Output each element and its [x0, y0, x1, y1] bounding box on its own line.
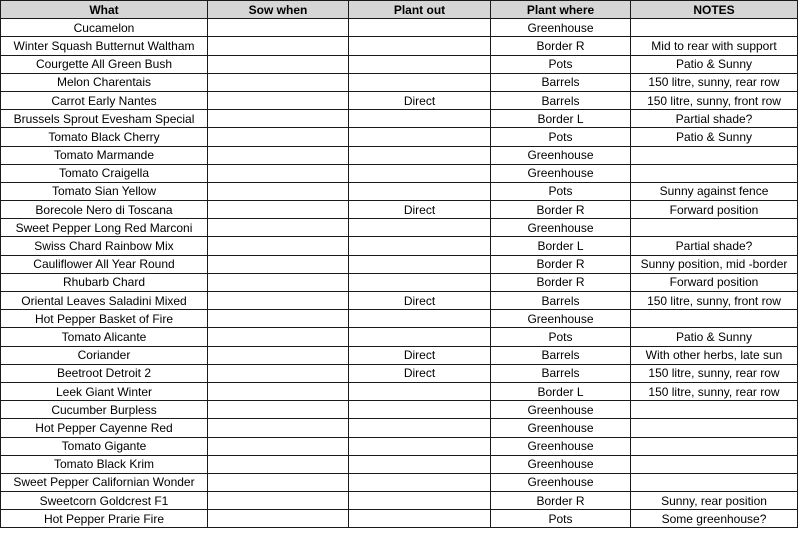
- cell-notes[interactable]: [631, 437, 798, 455]
- cell-notes[interactable]: [631, 146, 798, 164]
- cell-plant-out[interactable]: [349, 437, 491, 455]
- cell-plant-out[interactable]: [349, 182, 491, 200]
- cell-plant-where[interactable]: Greenhouse: [491, 310, 631, 328]
- cell-notes[interactable]: Some greenhouse?: [631, 510, 798, 528]
- cell-sow-when[interactable]: [208, 128, 349, 146]
- cell-plant-where[interactable]: Border R: [491, 273, 631, 291]
- table-row: [1, 237, 798, 255]
- header-plant-where[interactable]: Plant where: [491, 1, 631, 19]
- cell-sow-when[interactable]: [208, 110, 349, 128]
- cell-sow-when[interactable]: [208, 91, 349, 109]
- cell-notes[interactable]: Partial shade?: [631, 110, 798, 128]
- header-notes[interactable]: NOTES: [631, 1, 798, 19]
- cell-sow-when[interactable]: [208, 310, 349, 328]
- cell-notes[interactable]: Patio & Sunny: [631, 128, 798, 146]
- table-row: [1, 419, 798, 437]
- cell-notes[interactable]: 150 litre, sunny, rear row: [631, 364, 798, 382]
- cell-plant-where[interactable]: Barrels: [491, 346, 631, 364]
- cell-notes[interactable]: Sunny, rear position: [631, 492, 798, 510]
- cell-sow-when[interactable]: [208, 510, 349, 528]
- cell-notes[interactable]: Partial shade?: [631, 237, 798, 255]
- table-row: [1, 382, 798, 400]
- table-row: [1, 219, 798, 237]
- cell-sow-when[interactable]: [208, 273, 349, 291]
- cell-plant-where[interactable]: Barrels: [491, 292, 631, 310]
- cell-plant-out[interactable]: [349, 382, 491, 400]
- table-row: [1, 492, 798, 510]
- cell-what[interactable]: Melon Charentais: [1, 73, 208, 91]
- cell-sow-when[interactable]: [208, 255, 349, 273]
- table-row: [1, 73, 798, 91]
- cell-what[interactable]: Sweet Pepper Californian Wonder: [1, 473, 208, 491]
- cell-sow-when[interactable]: [208, 55, 349, 73]
- cell-what[interactable]: Hot Pepper Basket of Fire: [1, 310, 208, 328]
- cell-notes[interactable]: 150 litre, sunny, rear row: [631, 73, 798, 91]
- header-plant-out[interactable]: Plant out: [349, 1, 491, 19]
- table-row: [1, 91, 798, 109]
- cell-plant-where[interactable]: Border L: [491, 382, 631, 400]
- table-row: [1, 128, 798, 146]
- cell-plant-out[interactable]: [349, 455, 491, 473]
- cell-plant-out[interactable]: [349, 328, 491, 346]
- cell-sow-when[interactable]: [208, 382, 349, 400]
- cell-plant-where[interactable]: Greenhouse: [491, 473, 631, 491]
- cell-what[interactable]: Tomato Alicante: [1, 328, 208, 346]
- cell-plant-out[interactable]: [349, 73, 491, 91]
- cell-plant-where[interactable]: Border L: [491, 110, 631, 128]
- cell-notes[interactable]: Patio & Sunny: [631, 328, 798, 346]
- cell-plant-out[interactable]: [349, 146, 491, 164]
- table-row: [1, 55, 798, 73]
- cell-sow-when[interactable]: [208, 201, 349, 219]
- cell-what[interactable]: Tomato Black Cherry: [1, 128, 208, 146]
- cell-sow-when[interactable]: [208, 219, 349, 237]
- cell-plant-where[interactable]: Pots: [491, 55, 631, 73]
- cell-plant-out[interactable]: [349, 164, 491, 182]
- table-row: [1, 364, 798, 382]
- cell-notes[interactable]: 150 litre, sunny, front row: [631, 91, 798, 109]
- cell-plant-where[interactable]: Pots: [491, 510, 631, 528]
- cell-plant-where[interactable]: Pots: [491, 328, 631, 346]
- cell-plant-out[interactable]: [349, 110, 491, 128]
- cell-plant-where[interactable]: Pots: [491, 128, 631, 146]
- cell-what[interactable]: Sweetcorn Goldcrest F1: [1, 492, 208, 510]
- cell-plant-out[interactable]: [349, 55, 491, 73]
- cell-plant-where[interactable]: Barrels: [491, 364, 631, 382]
- cell-what[interactable]: Tomato Craigella: [1, 164, 208, 182]
- cell-what[interactable]: Sweet Pepper Long Red Marconi: [1, 219, 208, 237]
- table-row: [1, 328, 798, 346]
- cell-sow-when[interactable]: [208, 492, 349, 510]
- table-row: [1, 455, 798, 473]
- table-row: [1, 310, 798, 328]
- cell-plant-where[interactable]: Barrels: [491, 91, 631, 109]
- cell-notes[interactable]: Sunny against fence: [631, 182, 798, 200]
- table-row: [1, 510, 798, 528]
- cell-plant-out[interactable]: [349, 492, 491, 510]
- cell-notes[interactable]: Sunny position, mid -border: [631, 255, 798, 273]
- table-row: [1, 182, 798, 200]
- cell-plant-out[interactable]: Direct: [349, 201, 491, 219]
- cell-what[interactable]: Courgette All Green Bush: [1, 55, 208, 73]
- cell-what[interactable]: Swiss Chard Rainbow Mix: [1, 237, 208, 255]
- cell-notes[interactable]: Forward position: [631, 201, 798, 219]
- cell-notes[interactable]: [631, 19, 798, 37]
- cell-plant-out[interactable]: [349, 219, 491, 237]
- cell-plant-out[interactable]: Direct: [349, 292, 491, 310]
- cell-notes[interactable]: Patio & Sunny: [631, 55, 798, 73]
- cell-plant-out[interactable]: [349, 401, 491, 419]
- cell-plant-where[interactable]: Greenhouse: [491, 419, 631, 437]
- cell-notes[interactable]: [631, 455, 798, 473]
- cell-plant-where[interactable]: Border R: [491, 255, 631, 273]
- cell-what[interactable]: Tomato Gigante: [1, 437, 208, 455]
- cell-notes[interactable]: [631, 401, 798, 419]
- cell-what[interactable]: Cucamelon: [1, 19, 208, 37]
- cell-notes[interactable]: 150 litre, sunny, front row: [631, 292, 798, 310]
- cell-plant-where[interactable]: Border R: [491, 37, 631, 55]
- cell-plant-out[interactable]: [349, 255, 491, 273]
- table-row: [1, 146, 798, 164]
- cell-plant-where[interactable]: Pots: [491, 182, 631, 200]
- cell-notes[interactable]: [631, 164, 798, 182]
- cell-what[interactable]: Coriander: [1, 346, 208, 364]
- cell-what[interactable]: Tomato Black Krim: [1, 455, 208, 473]
- cell-notes[interactable]: [631, 219, 798, 237]
- cell-notes[interactable]: [631, 419, 798, 437]
- cell-sow-when[interactable]: [208, 328, 349, 346]
- table-row: [1, 273, 798, 291]
- cell-sow-when[interactable]: [208, 437, 349, 455]
- cell-what[interactable]: Hot Pepper Prarie Fire: [1, 510, 208, 528]
- table-body: [1, 19, 798, 528]
- cell-notes[interactable]: 150 litre, sunny, rear row: [631, 382, 798, 400]
- cell-plant-out[interactable]: [349, 510, 491, 528]
- cell-notes[interactable]: With other herbs, late sun: [631, 346, 798, 364]
- table-row: [1, 110, 798, 128]
- cell-sow-when[interactable]: [208, 73, 349, 91]
- cell-sow-when[interactable]: [208, 473, 349, 491]
- cell-notes[interactable]: Mid to rear with support: [631, 37, 798, 55]
- cell-plant-where[interactable]: Greenhouse: [491, 437, 631, 455]
- cell-plant-out[interactable]: [349, 237, 491, 255]
- table-row: [1, 37, 798, 55]
- table-row: [1, 255, 798, 273]
- header-what[interactable]: What: [1, 1, 208, 19]
- cell-notes[interactable]: Forward position: [631, 273, 798, 291]
- cell-plant-where[interactable]: Barrels: [491, 73, 631, 91]
- cell-what[interactable]: Oriental Leaves Saladini Mixed: [1, 292, 208, 310]
- header-sow-when[interactable]: Sow when: [208, 1, 349, 19]
- cell-plant-where[interactable]: Greenhouse: [491, 146, 631, 164]
- cell-plant-where[interactable]: Greenhouse: [491, 219, 631, 237]
- table-row: [1, 473, 798, 491]
- cell-what[interactable]: Cauliflower All Year Round: [1, 255, 208, 273]
- cell-plant-out[interactable]: [349, 473, 491, 491]
- table-row: [1, 346, 798, 364]
- cell-plant-where[interactable]: Greenhouse: [491, 401, 631, 419]
- cell-notes[interactable]: [631, 310, 798, 328]
- cell-sow-when[interactable]: [208, 419, 349, 437]
- cell-what[interactable]: Rhubarb Chard: [1, 273, 208, 291]
- table-row: [1, 437, 798, 455]
- cell-sow-when[interactable]: [208, 146, 349, 164]
- cell-what[interactable]: Cucumber Burpless: [1, 401, 208, 419]
- cell-notes[interactable]: [631, 473, 798, 491]
- cell-sow-when[interactable]: [208, 19, 349, 37]
- table-row: [1, 401, 798, 419]
- cell-plant-out[interactable]: [349, 419, 491, 437]
- cell-what[interactable]: Beetroot Detroit 2: [1, 364, 208, 382]
- cell-sow-when[interactable]: [208, 237, 349, 255]
- cell-plant-out[interactable]: Direct: [349, 91, 491, 109]
- cell-plant-where[interactable]: Border L: [491, 237, 631, 255]
- table-row: [1, 201, 798, 219]
- header-row: [1, 1, 798, 19]
- cell-what[interactable]: Winter Squash Butternut Waltham: [1, 37, 208, 55]
- cell-sow-when[interactable]: [208, 455, 349, 473]
- cell-sow-when[interactable]: [208, 292, 349, 310]
- cell-what[interactable]: Hot Pepper Cayenne Red: [1, 419, 208, 437]
- cell-sow-when[interactable]: [208, 164, 349, 182]
- cell-what[interactable]: Leek Giant Winter: [1, 382, 208, 400]
- cell-plant-out[interactable]: [349, 310, 491, 328]
- cell-what[interactable]: Borecole Nero di Toscana: [1, 201, 208, 219]
- cell-plant-out[interactable]: [349, 273, 491, 291]
- cell-plant-out[interactable]: [349, 37, 491, 55]
- cell-plant-where[interactable]: Border R: [491, 492, 631, 510]
- cell-what[interactable]: Carrot Early Nantes: [1, 91, 208, 109]
- cell-plant-where[interactable]: Greenhouse: [491, 164, 631, 182]
- cell-sow-when[interactable]: [208, 346, 349, 364]
- cell-what[interactable]: Tomato Sian Yellow: [1, 182, 208, 200]
- cell-plant-out[interactable]: [349, 128, 491, 146]
- cell-sow-when[interactable]: [208, 401, 349, 419]
- cell-plant-where[interactable]: Greenhouse: [491, 19, 631, 37]
- cell-plant-where[interactable]: Greenhouse: [491, 455, 631, 473]
- cell-sow-when[interactable]: [208, 364, 349, 382]
- cell-plant-out[interactable]: [349, 19, 491, 37]
- cell-plant-where[interactable]: Border R: [491, 201, 631, 219]
- cell-plant-out[interactable]: Direct: [349, 364, 491, 382]
- table-row: [1, 19, 798, 37]
- table-row: [1, 292, 798, 310]
- cell-sow-when[interactable]: [208, 182, 349, 200]
- table-row: [1, 164, 798, 182]
- cell-what[interactable]: Brussels Sprout Evesham Special: [1, 110, 208, 128]
- cell-what[interactable]: Tomato Marmande: [1, 146, 208, 164]
- cell-sow-when[interactable]: [208, 37, 349, 55]
- cell-plant-out[interactable]: Direct: [349, 346, 491, 364]
